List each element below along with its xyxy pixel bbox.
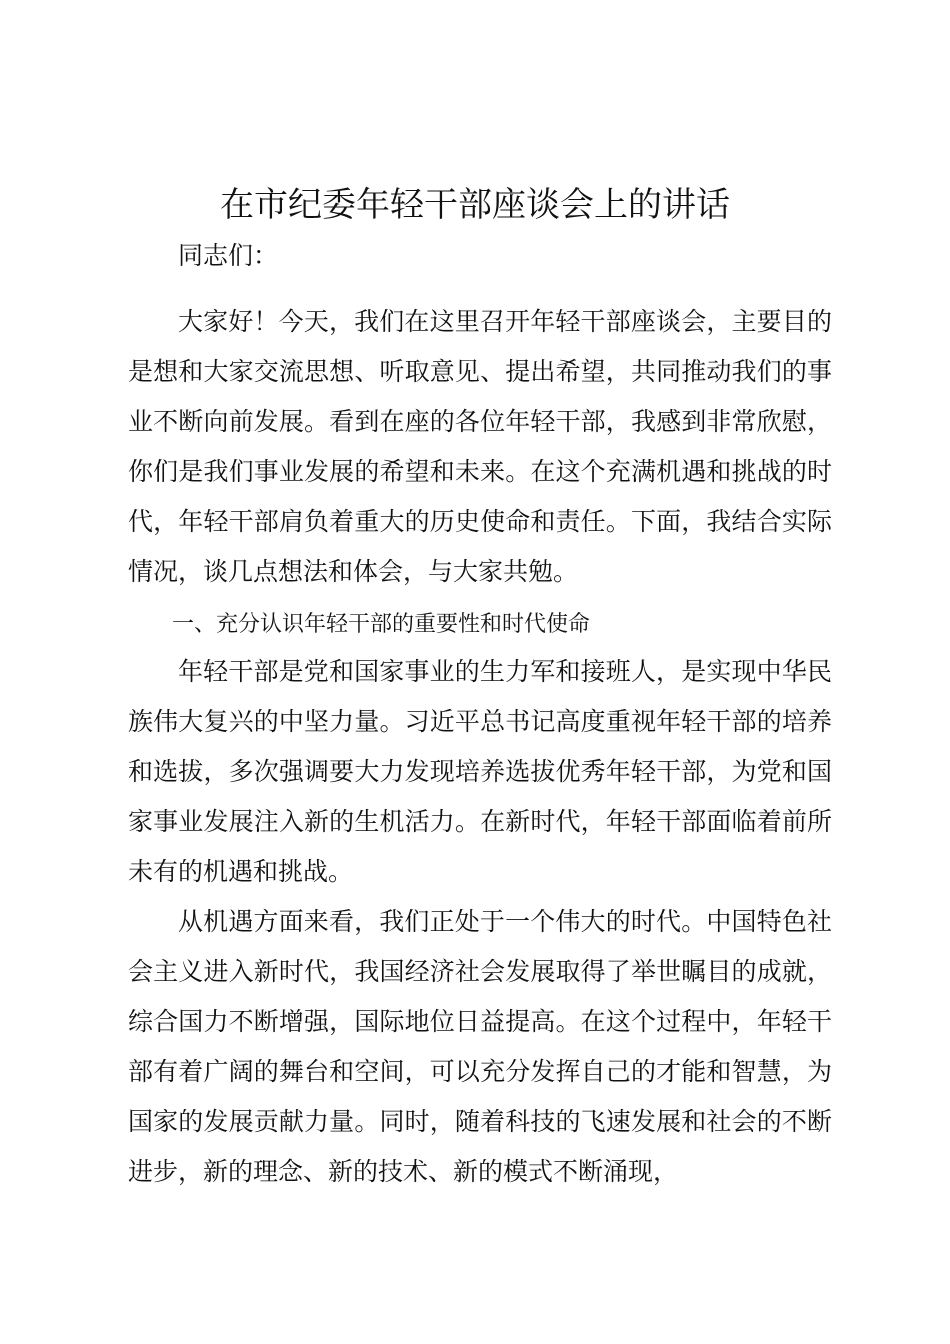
paragraph: 从机遇方面来看，我们正处于一个伟大的时代。中国特色社会主义进入新时代，我国经济社会发展取得了举世瞩目的成就，综合国力不断增强，国际地位日益提高。在这个过程中，年轻干部有着广阔的舞台和空间，可以充分发挥自己的才能和智慧，为国家的发展贡献力量。同时，随着科技的飞速发展和社会的不断进步，新的理念、新的技术、新的模式不断涌现， <box>128 907 832 1186</box>
salutation: 同志们： <box>178 241 279 270</box>
section-heading: 一、充分认识年轻干部的重要性和时代使命 <box>172 612 591 637</box>
document-body <box>128 236 832 1197</box>
document-title: 在市纪委年轻干部座谈会上的讲话 <box>220 185 730 225</box>
paragraph: 大家好！今天，我们在这里召开年轻干部座谈会，主要目的是想和大家交流思想、听取意见、提出希望，共同推动我们的事业不断向前发展。看到在座的各位年轻干部，我感到非常欣慰，你们是我们事业发展的希望和未来。在这个充满机遇和挑战的时代，年轻干部肩负着重大的历史使命和责任。下面，我结合实际情况，谈几点想法和体会，与大家共勉。 <box>128 307 832 586</box>
paragraph: 年轻干部是党和国家事业的生力军和接班人，是实现中华民族伟大复兴的中坚力量。习近平总书记高度重视年轻干部的培养和选拔，多次强调要大力发现培养选拔优秀年轻干部，为党和国家事业发展注入新的生机活力。在新时代，年轻干部面临着前所未有的机遇和挑战。 <box>128 657 832 886</box>
